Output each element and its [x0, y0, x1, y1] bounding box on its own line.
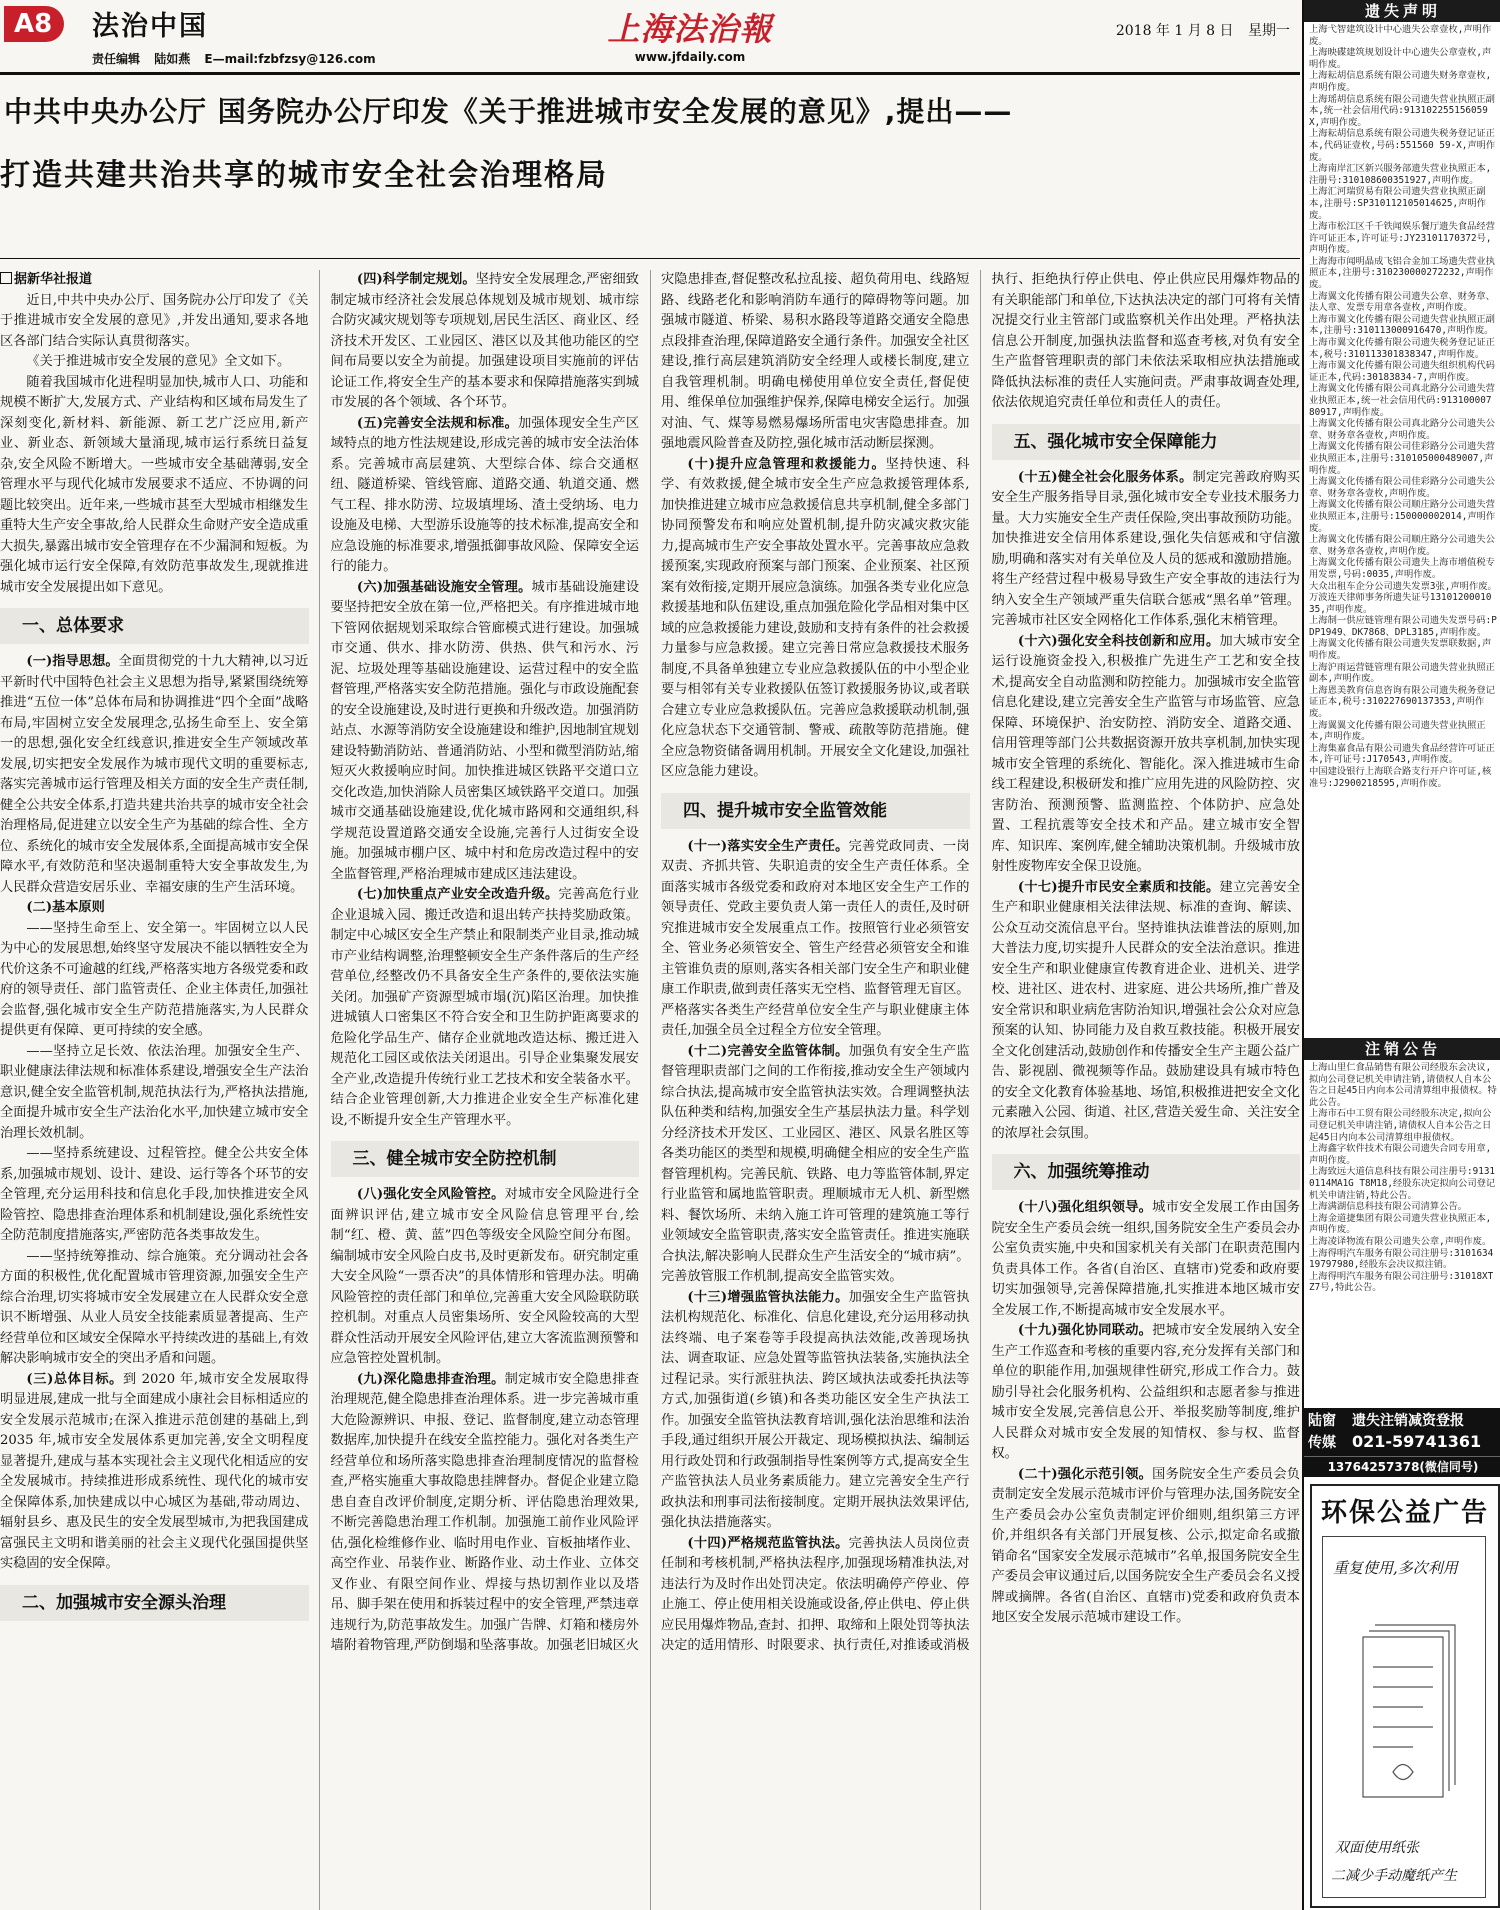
clause-text: 坚持安全发展理念,严密细致制定城市经济社会发展总体规划及城市规划、城市综合防灾减灾规划等专项规划,居民生活区、商业区、经济技术开发区、工业园区、港区以及其他功能区的空间布局要以安全为前提。加强建设项目实施前的评估论证工作,将安全生产的基本要求和保障措施落实到城市发展的各个领域、各个环节。	[330, 272, 639, 410]
clause-heading: (十一)落实安全生产责任。	[687, 838, 849, 854]
body-paragraph	[331, 578, 640, 886]
notice-item: 上海市翼文化传播有限公司遗失组织机构代码证正本,代码:30183834-7,声明作废。	[1309, 360, 1495, 383]
ad-service: 遗失注销减资登报	[1352, 1413, 1464, 1429]
notice-item: 上海得明汽车服务有限公司注册号:310163419797980,经股东会决议拟注销。	[1309, 1247, 1494, 1271]
clause-text: 城市基础设施建设要坚持把安全放在第一位,严格把关。有序推进城市地下管网依据规划采取综合管廊模式进行建设。加强城市交通、供水、排水防涝、供热、供气和污水、污泥、垃圾处理等基础设施建设、运营过程中的安全监督管理,严格落实安全防范措施。强化与市政设施配套的安全设施建设,及时进行更换和升级改造。加强消防站点、水源等消防安全设施建设和维护,因地制宜规划建设特勤消防站、普通消防站、小型和微型消防站,缩短灭火救援响应时间。加快推进城区铁路平交道口立交化改造,加快消除人员密集区域铁路平交道口。加强城市交通基础设施建设,优化城市路网和交通组织,科学规范设置道路交通安全设施,完善行人过街安全设施。加强城市棚户区、城中村和危房改造过程中的安全监督管理,严格治理城市建成区违法建设。	[330, 579, 640, 882]
clause-heading: (十五)健全社会化服务体系。	[1017, 469, 1193, 485]
notice-item: 上海市松江区千千铁闻娱乐餐厅遗失食品经营许可证正本,许可证号:JY23101170372号,声明作废。	[1309, 221, 1495, 256]
paper-stack-icon	[1343, 1597, 1463, 1817]
notice-item: 上海翼文化传播有限公司顺庄路分公司遗失营业执照正本,注册号:150000002014,声明作废。	[1309, 499, 1496, 534]
notice-item: 上海映碟建筑规划设计中心遗失公章壹枚,声明作废。	[1309, 47, 1492, 70]
intro-paragraph: 《关于推进城市安全发展的意见》全文如下。	[26, 354, 291, 369]
ad-banner	[1304, 1408, 1500, 1456]
section-name: 法治中国	[92, 11, 208, 42]
notice-item: 上海翼文化传播有限公司真北路分公司遗失公章、财务章各壹枚,声明作废。	[1309, 418, 1495, 441]
clause-heading: (十六)强化安全科技创新和应用。	[1017, 633, 1220, 649]
clause-heading: (二十)强化示范引领。	[1017, 1466, 1153, 1482]
editor-label: 责任编辑	[92, 52, 141, 66]
lost-notice-list	[1304, 22, 1500, 1038]
body-paragraph	[0, 652, 309, 898]
body-paragraph	[992, 1321, 1301, 1465]
clause-heading: (十九)强化协同联动。	[1017, 1323, 1153, 1338]
article-body	[0, 270, 1300, 1910]
main-headline: 打造共建共治共享的城市安全社会治理格局	[0, 158, 608, 193]
psa-illustration-frame	[1322, 1536, 1486, 1898]
notice-item: 万波连天律师事务所遗失证号1310120001035,声明作废。	[1309, 592, 1492, 615]
clause-heading: (十二)完善安全监管体制。	[687, 1043, 849, 1059]
body-paragraph	[992, 1198, 1301, 1321]
notice-item: 中国建设银行上海联合路支行开户许可证,核准号:J2900218595,声明作废。	[1309, 766, 1492, 789]
clause-heading: (五)完善安全法规和标准。	[356, 415, 519, 431]
notice-item: 上海翼文化传播有限公司顺庄路分公司遗失公章、财务章各壹枚,声明作废。	[1309, 534, 1495, 557]
notice-item: 上海海市闻明晶成飞铝合金加工场遗失营业执照正本,注册号:310230000272232,声明作废。	[1309, 255, 1495, 291]
body-paragraph	[331, 270, 640, 414]
notice-item: 上海瑶胡信息系统有限公司遗失营业执照正副本,统一社会信用代码:913102255156059X,声明作废。	[1309, 93, 1495, 128]
clause-heading: (十)提升应急管理和救援能力。	[687, 456, 886, 472]
clause-heading: (九)深化隐患排查治理。	[356, 1371, 505, 1387]
clause-text: 把城市安全发展纳入安全生产工作巡查和考核的重要内容,充分发挥有关部门和单位的职能作用,加强规律性研究,形成工作合力。鼓励引导社会化服务机构、公益组织和志愿者参与推进城市安全发展,完善信息公开、举报奖励等制度,维护人民群众对城市安全发展的知情权、参与权、监督权。	[991, 1323, 1300, 1461]
psa-tip-2: 二减少手动魔纸产生	[1331, 1868, 1457, 1884]
body-paragraph	[992, 1465, 1301, 1629]
clause-text: 城市安全发展工作由国务院安全生产委员会统一组织,国务院安全生产委员会办公室负责实施,中央和国家机关有关部门在职责范围内负责具体工作。各省(自治区、直辖市)党委和政府要切实加强领导,完善保障措施,扎实推进本地区城市安全发展工作,不断提高城市安全发展水平。	[991, 1200, 1300, 1318]
body-paragraph	[661, 455, 970, 783]
masthead	[0, 0, 1300, 75]
clause-heading: (一)指导思想。	[26, 654, 119, 669]
notice-item: 上海市石中工贸有限公司经股东决定,拟向公司登记机关申请注销,请债权人自本公告之日起45日内向本公司清算组申报债权。	[1309, 1108, 1492, 1143]
newspaper-logo: 上海法治報	[607, 10, 773, 48]
principle-paragraph: ——坚持生命至上、安全第一。牢固树立以人民为中心的发展思想,始终坚守发展决不能以牺牲安全为代价这条不可逾越的红线,严格落实地方各级党委和政府的领导责任、部门监管责任、企业主体责任,加强社会监督,强化城市安全生产防范措施落实,为人民群众提供更有保障、更可持续的安全感。	[0, 920, 309, 1038]
clause-text: 制定完善政府购买安全生产服务指导目录,强化城市安全专业技术服务力量。大力实施安全生产责任保险,突出事故预防功能。加快推进安全信用体系建设,强化失信惩戒和守信激励,明确和落实对有关单位及人员的惩戒和激励措施。将生产经营过程中极易导致生产安全事故的违法行为纳入安全生产领域严重失信联合惩戒“黑名单”管理。完善城市社区安全网格化工作体系,强化末梢管理。	[991, 469, 1300, 628]
body-paragraph	[992, 878, 1301, 1145]
headline-kicker: 中共中央办公厅 国务院办公厅印发《关于推进城市安全发展的意见》,提出——	[4, 95, 1013, 128]
byline	[0, 270, 309, 291]
intro-paragraph: 随着我国城市化进程明显加快,城市人口、功能和规模不断扩大,发展方式、产业结构和区域布局发生了深刻变化,新材料、新能源、新工艺广泛应用,新产业、新业态、新领域大量涌现,城市运行系统日益复杂,安全风险不断增大。一些城市安全基础薄弱,安全管理水平与现代化城市发展要求不适应、不协调的问题比较突出。近年来,一些城市甚至大型城市相继发生重特大生产安全事故,给人民群众生命财产安全造成重大损失,暴露出城市安全管理存在不少漏洞和短板。为强化城市运行安全保障,有效防范事故发生,现就推进城市安全发展提出如下意见。	[0, 374, 309, 595]
notice-item: 上海弋智建筑设计中心遗失公章壹枚,声明作废。	[1309, 24, 1492, 47]
section-heading: 六、加强统筹推动	[992, 1154, 1301, 1190]
newspaper-url: www.jfdaily.com	[634, 50, 746, 64]
notice-item: 上海翼文化传播有限公司佳彩路分公司遗失公章、财务章各壹枚,声明作废。	[1309, 476, 1495, 499]
psa-advert	[1310, 1484, 1500, 1908]
section-heading: 二、加强城市安全源头治理	[0, 1585, 309, 1621]
notice-item: 上海沪雨运营链管理有限公司遗失营业执照正副本,声明作废。	[1309, 661, 1495, 685]
weekday-text: 星期一	[1248, 23, 1290, 39]
cancel-notice-heading: 注销公告	[1304, 1038, 1500, 1060]
clause-text: 对城市安全风险进行全面辨识评估,建立城市安全风险信息管理平台,绘制“红、橙、黄、蓝”四色等级安全风险空间分布图。编制城市安全风险白皮书,及时更新发布。研究制定重大安全风险“一票否决”的具体情形和管理办法。明确风险管控的责任部门和单位,完善重大安全风险联防联控机制。对重点人员密集场所、安全风险较高的大型群众性活动开展安全风险评估,建立大客流监测预警和应急管控处置机制。	[330, 1187, 640, 1366]
clause-text: 完善执法人员岗位责任制和考核机制,严格执法程序,加强现场精准执法,对违法行为及时作出处罚决定。依法明确停产停业、停止施工、停止使用相关设施或设备,停止供电、停止供应民用爆炸物品,查封、扣押、取缔和上限处罚等执法决定的适用情形、时限要求、执行责任,对推诿或消极执行、拒绝执行停止供电、停止供应民用爆炸物品的有关职能部门和单位,下达执法决定的部门可将有关情况提交行业主管部门或监察机关作出处理。严格执法信息公开制度,加强执法监督和巡查考核,对负有安全生产监督管理职责的部门未依法采取相应执法措施或降低执法标准的责任人实施问责。严肃事故调查处理,依法依规追究责任单位和责任人的责任。	[661, 272, 1300, 1653]
classifieds-sidebar	[1302, 0, 1500, 1910]
lost-notice-heading: 遗失声明	[1304, 0, 1500, 22]
page-number-badge: A8	[4, 6, 64, 42]
body-paragraph	[0, 898, 309, 919]
body-paragraph	[0, 1370, 309, 1575]
date-text: 2018 年 1 月 8 日	[1115, 23, 1234, 39]
ad-brand-2: 传媒	[1308, 1435, 1336, 1451]
clause-text: 全面贯彻党的十九大精神,以习近平新时代中国特色社会主义思想为指导,紧紧围绕统筹推进“五位一体”总体布局和协调推进“四个全面”战略布局,牢固树立安全发展理念,弘扬生命至上、安全第一的思想,强化安全红线意识,推进安全生产领域改革发展,切实把安全发展作为城市现代文明的重要标志,落实完善城市运行管理及相关方面的安全生产责任制,健全公共安全体系,打造共建共治共享的城市安全社会治理格局,促进建立以安全生产为基础的综合性、全方位、系统化的城市安全发展体系,全面提高城市安全保障水平,有效防范和坚决遏制重特大安全事故发生,为人民群众营造安居乐业、幸福安康的生产生活环境。	[0, 654, 309, 895]
body-paragraph	[331, 885, 640, 1131]
notice-item: 上海耘胡信息系统有限公司遗失税务登记证正本,代码证壹枚,号码:551560 59-X,声明作废。	[1309, 128, 1496, 163]
section-heading: 一、总体要求	[0, 608, 309, 644]
clause-heading: (十七)提升市民安全素质和技能。	[1017, 879, 1220, 895]
body-paragraph	[661, 837, 970, 1042]
clause-heading: (八)强化安全风险管控。	[356, 1187, 505, 1202]
ad-mobile: 13764257378(微信同号)	[1304, 1456, 1500, 1477]
principle-paragraph: ——坚持立足长效、依法治理。加强安全生产、职业健康法律法规和标准体系建设,增强安全生产法治意识,健全安全监管机制,规范执法行为,严格执法措施,全面提升城市安全生产法治化水平,加快建立城市安全治理长效机制。	[0, 1043, 309, 1141]
clause-text: 建立完善安全生产和职业健康相关法律法规、标准的查询、解读、公众互动交流信息平台。坚持谁执法谁普法的原则,加大普法力度,切实提升人民群众的安全法治意识。推进安全生产和职业健康宣传教育进企业、进机关、进学校、进社区、进农村、进家庭、进公共场所,推广普及安全常识和职业病危害防治知识,增强社会公众对应急预案的认知、协同能力及自救互救技能。积极开展安全文化创建活动,鼓励创作和传播安全生产主题公益广告、影视剧、微视频等作品。鼓励建设具有城市特色的安全文化教育体验基地、场馆,积极推进把安全文化元素融入公园、街道、社区,营造关爱生命、关注安全的浓厚社会氛围。	[991, 879, 1300, 1141]
headline-divider	[0, 258, 1300, 259]
byline-text: 据新华社报道	[14, 272, 93, 287]
notice-item: 上海翼文化传播有限公司佳彩路分公司遗失营业执照正本,注册号:310105000489007,声明作废。	[1309, 441, 1495, 476]
notice-item: 上海金道捷集团有限公司遗失营业执照正本,声明作废。	[1309, 1212, 1492, 1236]
clause-heading: (十三)增强监管执法能力。	[687, 1289, 849, 1305]
notice-item: 上海市翼文化传播有限公司遗失营业执照正副本,注册号:310113000916470,声明作废。	[1309, 313, 1495, 337]
clause-heading: (四)科学制定规划。	[356, 272, 476, 287]
clause-text: 国务院安全生产委员会负责制定安全发展示范城市评价与管理办法,国务院安全生产委员会办公室负责制定评价细则,组织第三方评价,并组织各有关部门开展复核、公示,拟定命名或撤销命名“国家安全发展示范城市”名单,报国务院安全生产委员会审议通过后,以国务院安全生产委员会名义授牌或摘牌。各省(自治区、直辖市)党委和政府负责本地区安全发展示范城市建设工作。	[991, 1466, 1300, 1625]
clause-text: 坚持快速、科学、有效救援,健全城市安全生产应急救援管理体系,加快推进建立城市应急救援信息共享机制,健全多部门协同预警发布和响应处置机制,提升防灾减灾救灾能力,提高城市生产安全事故处置水平。完善事故应急救援预案,实现政府预案与部门预案、企业预案、社区预案有效衔接,定期开展应急演练。加强各类专业化应急救援基地和队伍建设,重点加强危险化学品相对集中区域的应急救援能力建设,鼓励和支持有条件的社会救援力量参与应急救援。建立完善日常应急救援技术服务制度,不具备单独建立专业应急救援队伍的中小型企业要与相邻有关专业救援队伍签订救援服务协议,或者联合建立专业应急救援队伍。完善应急救援联动机制,强化应急状态下交通管制、警戒、疏散等防范措施。健全应急物资储备调用机制。开展安全文化建设,加强社区应急能力建设。	[661, 456, 970, 779]
body-paragraph	[331, 414, 640, 578]
psa-tip-1: 双面使用纸张	[1335, 1840, 1419, 1856]
notice-item: 上海市翼文化传播有限公司遗失税务登记证正本,税号:310113301838347,声明作废。	[1309, 337, 1495, 360]
clause-heading: (六)加强基础设施安全管理。	[356, 579, 532, 595]
section-heading: 五、强化城市安全保障能力	[992, 424, 1301, 460]
clause-heading: (二)基本原则	[26, 900, 105, 915]
psa-slogan: 重复使用,多次利用	[1333, 1559, 1458, 1577]
body-paragraph	[661, 1288, 970, 1534]
editor-name: 陆如燕	[154, 52, 191, 66]
byline-box-icon	[0, 272, 12, 284]
section-heading: 三、健全城市安全防控机制	[331, 1141, 640, 1177]
clause-text: 加强安全生产监管执法机构规范化、标准化、信息化建设,充分运用移动执法终端、电子案卷等手段提高执法效能,改善现场执法、调查取证、应急处置等监管执法装备,实施执法全过程记录。实行派驻执法、跨区域执法或委托执法等方式,加强街道(乡镇)和各类功能区安全生产执法工作。加强安全监管执法教育培训,强化法治思维和法治手段,通过组织开展公开裁定、现场模拟执法、编制运用行政处罚和行政强制指导性案例等方式,提高安全生产监管执法人员业务素质能力。建立完善安全生产行政执法和刑事司法衔接制度。定期开展执法效果评估,强化执法措施落实。	[661, 1289, 970, 1530]
notice-item: 大众出租车企分公司遗失发票3张,声明作废。	[1309, 580, 1497, 592]
notice-item: 上海翼文化传播有限公司遗失上海市增值税专用发票,号码:0035,声明作废。	[1309, 557, 1495, 580]
clause-text: 制定城市安全隐患排查治理规范,健全隐患排查治理体系。进一步完善城市重大危险源辨识、申报、登记、监督制度,建立动态管理数据库,加快提升在线安全监控能力。强化对各类生产经营单位和场所落实隐患排查治理制度情况的监督检查,严格实施重大事故隐患挂牌督办。督促企业建立隐患自查自改评价制度,定期分析、评估隐患治理效果,不断完善隐患治理工作机制。加强施工前作业风险评估,强化检维修作业、临时用电作业、盲板抽堵作业、高空作业、吊装作业、断路作业、动土作业、立体交叉作业、有限空间作业、焊接与热切割作业以及塔吊、脚手架在使用和拆装过程中的安全管理,严禁违章违规行为,防范事故发生。加强广告牌、灯箱和楼房外墙附着物管理,严防倒塌和坠落事故。加强老旧城区火灾隐患排查,督促整改私拉乱接、超负荷用电、线路短路、线路老化和影响消防车通行的障碍物等问题。加强城市隧道、桥梁、易积水路段等道路交通安全隐患点段排查治理,保障道路安全通行条件。加强安全社区建设,推行高层建筑消防安全经理人或楼长制度,建立自我管理机制。明确电梯使用单位安全责任,督促使用、维保单位加强维护保养,保障电梯安全运行。加强对油、气、煤等易燃易爆场所雷电灾害隐患排查。加强地震风险普查及防控,强化城市活动断层探测。	[330, 272, 970, 1653]
clause-text: 完善党政同责、一岗双责、齐抓共管、失职追责的安全生产责任体系。全面落实城市各级党委和政府对本地区安全生产工作的领导责任、党政主要负责人第一责任人的责任,及时研究推进城市安全发展重点工作。按照管行业必须管安全、管业务必须管安全、管生产经营必须管安全和谁主管谁负责的原则,落实各相关部门安全生产和职业健康工作职责,做到责任落实无空档、监督管理无盲区。严格落实各类生产经营单位安全生产与职业健康主体责任,加强全员全过程全方位安全管理。	[661, 838, 970, 1038]
editor-line	[92, 50, 386, 67]
issue-date	[1106, 20, 1290, 40]
notice-item: 上海集嘉食品有限公司遗失食品经营许可证正本,许可证号:J170543,声明作废。	[1309, 742, 1495, 766]
body-paragraph	[331, 1185, 640, 1370]
clause-text: 加强体现安全生产区域特点的地方性法规建设,形成完善的城市安全法治体系。完善城市高层建筑、大型综合体、综合交通枢纽、隧道桥梁、管线管廊、道路交通、轨道交通、燃气工程、排水防涝、垃圾填埋场、渣土受纳场、电力设施及电梯、大型游乐设施等的技术标准,提高安全和应急设施的标准要求,增强抵御事故风险、保障安全运行的能力。	[330, 415, 640, 574]
body-paragraph	[992, 632, 1301, 878]
clause-text: 完善高危行业企业退城入园、搬迁改造和退出转产扶持奖励政策。制定中心城区安全生产禁止和限制类产业目录,推动城市产业结构调整,治理整顿安全生产条件落后的生产经营单位,经整改仍不具备安全生产条件的,要依法实施关闭。加强矿产资源型城市塌(沉)陷区治理。加快推进城镇人口密集区不符合安全和卫生防护距离要求的危险化学品生产、储存企业就地改造达标、搬迁进入规范化工园区或依法关闭退出。引导企业集聚发展安全产业,改造提升传统行业工艺技术和安全装备水平。结合企业管理创新,大力推进企业安全生产标准化建设,不断提升安全生产管理水平。	[330, 887, 640, 1128]
notice-item: 上海翼文化传播有限公司遗失发票联数据,声明作废。	[1309, 638, 1492, 662]
notice-item: 上海翼文化传播有限公司真北路分公司遗失营业执照正本,统一社会信用代码:91310000780917,声明作废。	[1309, 383, 1495, 418]
ad-telephone: 021-59741361	[1352, 1432, 1482, 1451]
clause-text: 到 2020 年,城市安全发展取得明显进展,建成一批与全面建成小康社会目标相适应的安全发展示范城市;在深入推进示范创建的基础上,到 2035 年,城市安全发展体系更加完善,安全文明程度显著提升,建成与基本实现社会主义现代化相适应的安全发展城市。持续推进形成系统性、现代化的城市安全保障体系,加快建成以中心城区为基础,带动周边、辐射县乡、惠及民生的安全发展型城市,为把我国建成富强民主文明和谐美丽的社会主义现代化强国提供坚实稳固的安全保障。	[0, 1371, 309, 1571]
notice-item: 上海翼翼文化传播有限公司遗失营业执照正本,声明作废。	[1309, 719, 1486, 743]
clause-heading: (三)总体目标。	[26, 1371, 123, 1387]
body-paragraph	[661, 1042, 970, 1288]
notice-item: 上海满湖信息科技有限公司清算公告。	[1309, 1201, 1468, 1213]
notice-item: 上海恩美教育信息咨询有限公司遗失税务登记证正本,税号:310227690137353,声明作废。	[1309, 684, 1495, 720]
section-heading: 四、提升城市安全监管效能	[661, 793, 970, 829]
notice-item: 上海耘胡信息系统有限公司遗失财务章壹枚,声明作废。	[1309, 70, 1492, 93]
clause-text: 加强负有安全生产监督管理职责部门之间的工作衔接,推动安全生产领域内综合执法,提高城市安全监管执法实效。合理调整执法队伍种类和结构,加强安全生产基层执法力量。科学划分经济技术开发区、工业园区、港区、风景名胜区等各类功能区的类型和规模,明确健全相应的安全生产监督管理机构。完善民航、铁路、电力等监管体制,界定行业监管和属地监管职责。理顺城市无人机、新型燃料、餐饮场所、未纳入施工许可管理的建筑施工等行业领域安全监管职责,落实安全监管责任。推进实施联合执法,解决影响人民群众生产生活安全的“城市病”。完善放管服工作机制,提高安全监管实效。	[661, 1043, 970, 1284]
clause-heading: (七)加快重点产业安全改造升级。	[356, 887, 559, 902]
notice-item: 上海得明汽车服务有限公司注册号:31018XTZ7号,特此公告。	[1309, 1270, 1494, 1294]
intro-paragraph: 近日,中共中央办公厅、国务院办公厅印发了《关于推进城市安全发展的意见》,并发出通知,要求各地区各部门结合实际认真贯彻落实。	[0, 292, 309, 349]
notice-item: 上海致远大道信息科技有限公司注册号:91310114MA1G T8M18,经股东决定拟向公司登记机关申请注销,特此公告。	[1309, 1166, 1496, 1201]
psa-title: 环保公益广告	[1320, 1498, 1489, 1528]
principle-paragraph: ——坚持系统建设、过程管控。健全公共安全体系,加强城市规划、设计、建设、运行等各个环节的安全管理,充分运用科技和信息化手段,加快推进安全风险管控、隐患排查治理体系和机制建设,强化系统性安全防范制度措施落实,严密防范各类事故发生。	[0, 1146, 309, 1243]
ad-brand-1: 陆窗	[1308, 1413, 1336, 1429]
clause-text: 加大城市安全运行设施资金投入,积极推广先进生产工艺和安全技术,提高安全自动监测和防控能力。加强城市安全监管信息化建设,建立完善安全生产监管与市场监管、应急保障、环境保护、治安防控、消防安全、道路交通、信用管理等部门公共数据资源开放共享机制,加快实现城市安全管理的系统化、智能化。深入推进城市生命线工程建设,积极研发和推广应用先进的风险防控、灾害防治、预测预警、监测监控、个体防护、应急处置、工程抗震等安全技术和产品。建立城市安全智库、知识库、案例库,健全辅助决策机制。升级城市放射性废物库安全保卫设施。	[991, 633, 1300, 874]
clause-heading: (十八)强化组织领导。	[1017, 1200, 1153, 1215]
notice-item: 上海翼文化传播有限公司遗失公章、财务章、法人章、发票专用章各壹枚,声明作废。	[1309, 290, 1495, 314]
cancel-notice-list	[1304, 1060, 1500, 1414]
editor-email: E—mail:fzbfzsy@126.com	[204, 52, 376, 66]
principle-paragraph: ——坚持统筹推动、综合施策。充分调动社会各方面的积极性,优化配置城市管理资源,加强安全生产综合治理,切实将城市安全发展建立在人民群众安全意识不断增强、从业人员安全技能素质显著提高、生产经营单位和区域安全保障水平持续改进的基础上,有效解决影响城市安全的突出矛盾和问题。	[0, 1248, 309, 1366]
notice-item: 上海鑫字软件技术有限公司遗失合同专用章,声明作废。	[1309, 1143, 1492, 1166]
notice-item: 上海汇河瑞贸易有限公司遗失营业执照正副本,注册号:SP310112105014625,声明作废。	[1309, 186, 1487, 221]
clause-heading: (十四)严格规范监管执法。	[687, 1535, 849, 1551]
notice-item: 上海山里仁食品销售有限公司经股东会决议,拟向公司登记机关申请注销,请债权人自本公告之日起45日内向本公司清算组申报债权。特此公告。	[1309, 1062, 1497, 1108]
notice-item: 上海制一供应链管理有限公司遗失发票号码:PDP1949、DK7868、DPL3185,声明作废。	[1309, 615, 1497, 638]
notice-item: 上海南岸汇区新兴服务部遗失营业执照正本,注册号:310108600351927,声明作废。	[1309, 163, 1492, 186]
notice-item: 上海凌译物流有限公司遗失公章,声明作废。	[1309, 1235, 1492, 1247]
body-paragraph	[992, 468, 1301, 632]
